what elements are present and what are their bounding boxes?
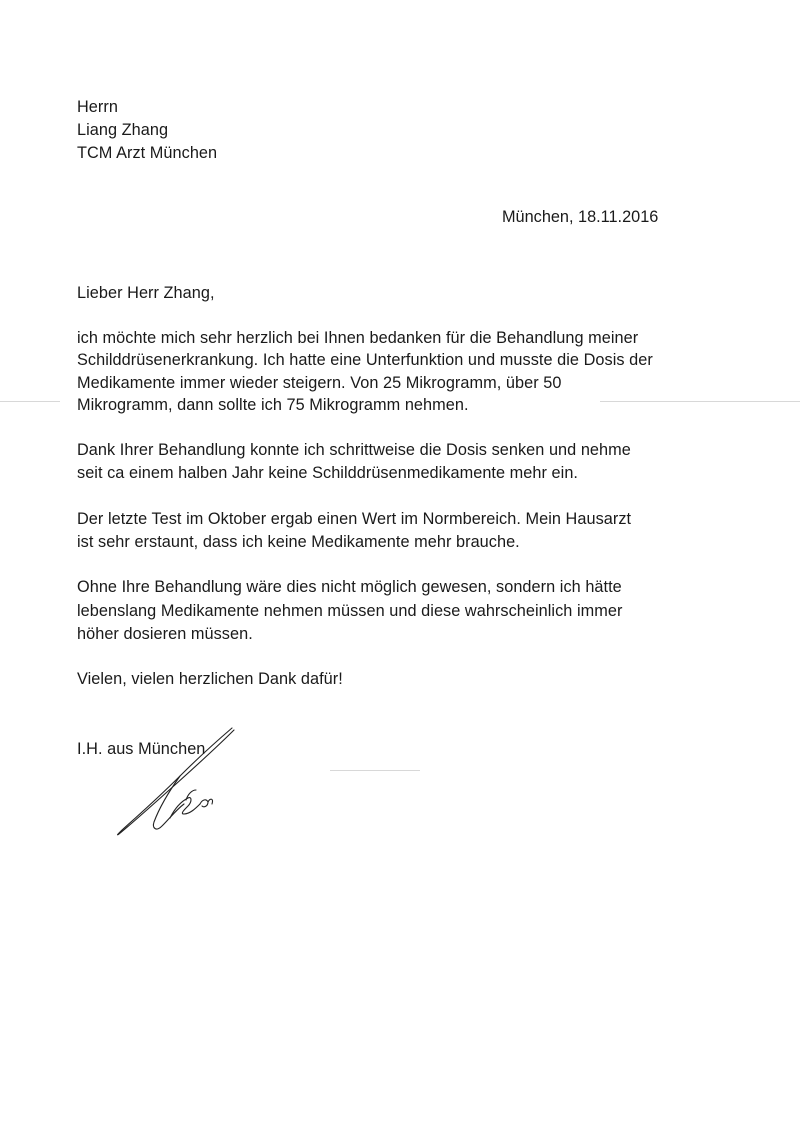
greeting: Lieber Herr Zhang, bbox=[77, 284, 215, 302]
body-line: Dank Ihrer Behandlung konnte ich schrittweise die Dosis senken und nehme bbox=[77, 441, 631, 459]
closing-line: Vielen, vielen herzlichen Dank dafür! bbox=[77, 670, 343, 688]
body-line: ich möchte mich sehr herzlich bei Ihnen bedanken für die Behandlung meiner bbox=[77, 329, 639, 347]
body-line: ist sehr erstaunt, dass ich keine Medikamente mehr brauche. bbox=[77, 533, 520, 551]
scan-artifact-line bbox=[330, 770, 420, 771]
body-line: Ohne Ihre Behandlung wäre dies nicht möglich gewesen, sondern ich hätte bbox=[77, 578, 622, 596]
body-line: höher dosieren müssen. bbox=[77, 625, 253, 643]
body-line: seit ca einem halben Jahr keine Schilddrüsenmedikamente mehr ein. bbox=[77, 464, 579, 482]
recipient-name: Liang Zhang bbox=[77, 121, 169, 139]
body-line: Schilddrüsenerkrankung. Ich hatte eine Unterfunktion und musste die Dosis der bbox=[77, 351, 653, 369]
sender-name: I.H. aus München bbox=[77, 740, 206, 758]
body-line: Medikamente immer wieder steigern. Von 25 Mikrogramm, über 50 bbox=[77, 374, 562, 392]
recipient-organization: TCM Arzt München bbox=[77, 144, 218, 162]
scan-artifact-line bbox=[600, 401, 800, 402]
body-line: lebenslang Medikamente nehmen müssen und diese wahrscheinlich immer bbox=[77, 602, 623, 620]
body-line: Mikrogramm, dann sollte ich 75 Mikrogramm nehmen. bbox=[77, 396, 469, 414]
scan-artifact-line bbox=[0, 401, 60, 402]
recipient-title: Herrn bbox=[77, 98, 118, 116]
body-line: Der letzte Test im Oktober ergab einen Wert im Normbereich. Mein Hausarzt bbox=[77, 510, 632, 528]
letter-date: München, 18.11.2016 bbox=[502, 208, 659, 226]
handwritten-signature-icon bbox=[100, 718, 260, 848]
